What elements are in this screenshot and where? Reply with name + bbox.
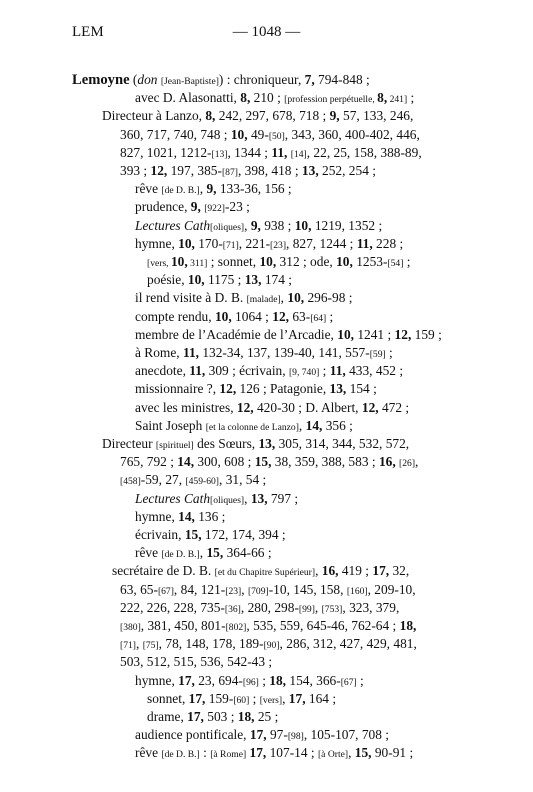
- index-text-run: 8,: [205, 108, 216, 124]
- index-text-run: [36]: [224, 603, 241, 615]
- index-text-run: hymne,: [135, 672, 179, 688]
- index-text-run: ,: [315, 563, 322, 579]
- index-line: [135, 546, 272, 560]
- index-line: [135, 91, 414, 105]
- index-text-run: 15,: [206, 545, 224, 561]
- index-text-run: 14,: [177, 454, 195, 470]
- index-text-run: 312 ; ode,: [276, 254, 337, 269]
- index-text-run: -59, 27,: [140, 472, 186, 488]
- index-text-run: Directeur à Lanzo,: [102, 108, 206, 124]
- index-line: [135, 310, 333, 324]
- index-text-run: [71]: [222, 239, 239, 251]
- index-text-run: ,: [199, 545, 207, 561]
- index-text-run: 164 ;: [305, 690, 337, 706]
- index-text-run: [98]: [287, 731, 304, 743]
- index-text-run: [59]: [369, 349, 386, 360]
- index-line: [120, 583, 416, 597]
- index-text-run: 18,: [269, 672, 287, 688]
- index-text-run: 393 ;: [120, 163, 151, 178]
- index-line: [120, 146, 422, 160]
- index-text-run: -23 ;: [224, 199, 250, 215]
- index-text-run: [802]: [225, 622, 247, 633]
- index-text-run: ;: [356, 672, 364, 688]
- index-text-run: 12,: [150, 163, 168, 178]
- index-text-run: poésie,: [147, 272, 188, 288]
- index-text-run: [13]: [211, 148, 228, 160]
- index-text-run: , 105-107, 708 ;: [303, 727, 390, 743]
- index-text-run: , 827, 1244 ;: [286, 235, 357, 251]
- index-text-run: [de D. B.]: [161, 185, 200, 197]
- index-text-run: 172, 174, 394 ;: [201, 527, 286, 542]
- index-line: [120, 601, 399, 615]
- index-text-run: 210 ;: [250, 90, 285, 106]
- index-text-run: [9, 740]: [288, 367, 320, 379]
- index-line: [135, 419, 353, 433]
- index-text-run: 12,: [219, 381, 237, 397]
- index-text-run: 15,: [184, 527, 202, 542]
- index-text-run: 10,: [287, 290, 305, 306]
- index-text-run: 132-34, 137, 139-40, 141, 557-: [198, 345, 370, 360]
- index-line: [112, 564, 409, 578]
- index-line: [135, 746, 413, 760]
- index-text-run: 12,: [236, 399, 254, 415]
- index-text-run: 10,: [337, 326, 354, 342]
- index-text-run: [67]: [340, 676, 357, 688]
- index-text-run: 126 ; Patagonie,: [236, 381, 330, 397]
- index-text-run: 296-98 ;: [304, 290, 353, 306]
- index-text-run: , 343, 360, 400-402, 446,: [284, 126, 420, 142]
- index-text-run: à Rome,: [135, 345, 183, 360]
- index-text-run: [Jean-Baptiste]: [160, 76, 219, 87]
- index-text-run: 503, 512, 515, 536, 542-43 ;: [120, 654, 273, 670]
- index-text-run: , 84, 121-: [173, 581, 226, 597]
- index-text-run: 17,: [249, 745, 267, 761]
- index-line: [135, 182, 292, 196]
- index-text-run: Lectures Cath: [135, 490, 211, 506]
- index-text-run: membre de l’Académie de l’Arcadie,: [135, 326, 338, 342]
- index-line: [120, 128, 420, 142]
- index-text-run: 17,: [372, 563, 390, 579]
- index-text-run: 10,: [259, 254, 277, 269]
- index-text-run: 170-: [194, 235, 223, 251]
- index-text-run: 311]: [187, 258, 208, 269]
- index-text-run: 241]: [387, 94, 408, 106]
- index-text-run: 63, 65-: [120, 581, 158, 597]
- index-text-run: 11,: [356, 235, 373, 251]
- index-text-run: avec D. Alasonatti,: [135, 90, 241, 106]
- index-text-run: ;: [403, 254, 411, 269]
- index-text-run: [oliques]: [210, 221, 245, 233]
- index-text-run: ,: [244, 217, 251, 233]
- index-text-run: ,: [348, 745, 355, 761]
- index-text-run: Lectures Cath: [135, 217, 211, 233]
- index-text-run: [23]: [270, 239, 287, 251]
- index-line: [135, 328, 442, 341]
- index-text-run: missionnaire ?,: [135, 381, 220, 397]
- index-text-run: 11,: [189, 363, 206, 379]
- index-text-run: écrivain,: [135, 527, 185, 542]
- index-text-run: 242, 297, 678, 718 ;: [215, 108, 330, 124]
- index-text-run: 13,: [250, 490, 268, 506]
- index-text-run: prudence,: [135, 199, 191, 215]
- index-text-run: secrétaire de D. B.: [112, 563, 215, 579]
- index-text-run: [oliques]: [210, 494, 245, 506]
- index-text-run: , 209-10,: [367, 581, 416, 597]
- index-text-run: 503 ;: [203, 709, 238, 724]
- index-text-run: 9,: [206, 181, 217, 197]
- index-text-run: 222, 226, 228, 735-: [120, 599, 225, 615]
- index-text-run: sonnet,: [147, 690, 189, 706]
- index-text-run: [753]: [321, 603, 343, 615]
- index-text-run: 13,: [329, 381, 347, 397]
- index-line: [120, 455, 418, 469]
- index-text-run: [à Orte]: [317, 749, 349, 761]
- index-text-run: [75]: [142, 640, 159, 652]
- index-text-run: ,: [314, 599, 322, 615]
- index-text-run: ;: [249, 690, 260, 706]
- index-text-run: des Sœurs,: [193, 436, 259, 451]
- index-text-run: -10, 145, 158,: [268, 581, 347, 597]
- index-text-run: [160]: [346, 585, 368, 597]
- index-text-run: 1064 ;: [231, 308, 273, 324]
- index-text-run: [de D. B.]: [161, 749, 200, 761]
- index-line: [135, 219, 382, 233]
- index-line: [120, 637, 417, 651]
- index-text-run: [99]: [298, 603, 315, 615]
- index-text-run: 9,: [329, 108, 340, 124]
- index-text-run: 159-: [205, 690, 234, 706]
- index-text-run: ; sonnet,: [207, 254, 260, 269]
- index-text-run: 154 ;: [346, 381, 377, 397]
- index-text-run: , 1344 ;: [227, 144, 272, 160]
- index-line: [135, 200, 250, 214]
- index-text-run: [à Rome]: [210, 749, 247, 761]
- index-text-run: [87]: [221, 167, 238, 178]
- index-text-run: , 22, 25, 158, 388-89,: [306, 144, 422, 160]
- index-text-run: 63-: [289, 308, 311, 324]
- index-line: [135, 728, 389, 742]
- index-text-run: [458]: [120, 476, 141, 488]
- index-text-run: 10,: [187, 272, 205, 288]
- index-text-run: 25 ;: [254, 709, 279, 724]
- index-text-run: 10,: [214, 308, 232, 324]
- index-text-run: 57, 133, 246,: [339, 108, 414, 124]
- index-text-run: 107-14 ;: [266, 745, 318, 761]
- index-text-run: ;: [319, 363, 330, 379]
- index-text-run: 13,: [244, 272, 262, 288]
- index-text-run: 10,: [294, 217, 312, 233]
- index-text-run: 8,: [377, 90, 388, 106]
- index-text-run: ,: [199, 181, 207, 197]
- index-text-run: [et la colonne de Lanzo]: [205, 421, 299, 433]
- index-line: [120, 655, 272, 668]
- index-text-run: 12,: [361, 399, 379, 415]
- index-line: [135, 237, 403, 251]
- index-text-run: 23, 694-: [194, 672, 243, 688]
- index-text-run: 364-66 ;: [223, 545, 272, 561]
- index-text-run: [71]: [120, 640, 136, 652]
- index-text-run: 11,: [182, 345, 199, 360]
- index-line: [147, 255, 411, 269]
- index-text-run: 14,: [178, 508, 195, 524]
- index-line: [135, 674, 364, 688]
- index-text-run: 10,: [178, 235, 195, 251]
- index-text-run: 154, 366-: [286, 672, 341, 688]
- index-text-run: ;: [407, 90, 415, 106]
- index-text-run: ;: [385, 345, 393, 360]
- index-text-run: 938 ;: [260, 217, 295, 233]
- index-text-run: 10,: [336, 254, 353, 269]
- index-text-run: 10,: [230, 126, 248, 142]
- index-text-run: 13,: [301, 163, 319, 178]
- index-line: [135, 492, 298, 506]
- index-text-run: 17,: [188, 690, 206, 706]
- index-text-run: drame,: [147, 709, 188, 724]
- index-line: [147, 692, 336, 706]
- index-text-run: 1175 ;: [204, 272, 245, 288]
- index-text-run: 9,: [250, 217, 261, 233]
- index-text-run: ,: [280, 290, 288, 306]
- index-line: [120, 473, 266, 487]
- index-text-run: , 78, 148, 178, 189-: [158, 636, 264, 652]
- index-line: [147, 710, 278, 723]
- index-text-run: [23]: [225, 585, 242, 597]
- index-text-run: (: [129, 72, 138, 87]
- index-text-run: 420-30 ; D. Albert,: [253, 399, 362, 415]
- index-text-run: [spirituel]: [155, 440, 194, 451]
- index-text-run: 15,: [254, 454, 272, 470]
- index-text-run: 300, 608 ;: [194, 454, 255, 470]
- index-text-run: 360, 717, 740, 748 ;: [120, 126, 231, 142]
- index-text-run: , 323, 379,: [342, 599, 400, 615]
- index-text-run: , 221-: [238, 235, 271, 251]
- index-text-run: il rend visite à D. B.: [135, 290, 247, 306]
- index-text-run: 419 ;: [338, 563, 373, 579]
- index-text-run: 18,: [237, 709, 255, 724]
- index-text-run: [64]: [310, 312, 327, 324]
- index-text-run: 309 ; écrivain,: [205, 363, 289, 379]
- index-text-run: 197, 385-: [167, 163, 222, 178]
- index-line: [135, 401, 409, 414]
- index-text-run: ,: [298, 417, 306, 433]
- index-line: [135, 382, 377, 395]
- index-text-run: 228 ;: [372, 235, 404, 251]
- index-line: [135, 346, 393, 360]
- index-text-run: 12,: [272, 308, 289, 324]
- index-text-run: compte rendu,: [135, 308, 215, 324]
- index-text-run: 13,: [258, 436, 276, 451]
- index-text-run: , 398, 418 ;: [237, 163, 302, 178]
- index-text-run: 16,: [321, 563, 339, 579]
- index-text-run: [et du Chapitre Supérieur]: [214, 567, 316, 579]
- index-text-run: 1253-: [352, 254, 388, 269]
- index-text-run: audience pontificale,: [135, 727, 250, 743]
- index-line: [135, 291, 352, 305]
- index-text-run: 49-: [247, 126, 269, 142]
- index-text-run: [26]: [399, 458, 416, 470]
- index-text-run: ;: [258, 672, 270, 688]
- index-text-run: 133-36, 156 ;: [216, 181, 292, 197]
- index-text-run: 10,: [170, 254, 188, 269]
- index-text-run: 252, 254 ;: [318, 163, 376, 178]
- index-text-run: 14,: [305, 417, 323, 433]
- index-text-run: 17,: [288, 690, 306, 706]
- index-text-run: 794-848 ;: [314, 72, 370, 87]
- index-text-run: , 535, 559, 645-46, 762-64 ;: [246, 618, 400, 633]
- index-text-run: ,: [415, 454, 419, 470]
- index-text-run: [922]: [204, 203, 225, 215]
- index-text-run: 15,: [354, 745, 372, 761]
- index-text-run: 7,: [304, 72, 315, 87]
- index-text-run: ,: [282, 690, 289, 706]
- index-text-run: [380]: [120, 622, 141, 633]
- index-text-run: 356 ;: [322, 417, 353, 433]
- index-text-run: [459-60]: [185, 476, 219, 488]
- index-text-run: 8,: [240, 90, 251, 106]
- index-text-run: Directeur: [102, 436, 156, 451]
- index-text-run: , 280, 298-: [240, 599, 299, 615]
- index-line: [135, 528, 286, 541]
- index-text-run: 797 ;: [267, 490, 299, 506]
- index-text-run: , 286, 312, 427, 429, 481,: [279, 636, 417, 652]
- index-text-run: anecdote,: [135, 363, 190, 379]
- index-text-run: [de D. B.]: [161, 549, 200, 561]
- index-text-run: 11,: [271, 144, 288, 160]
- index-text-run: [60]: [233, 694, 250, 706]
- index-text-run: 1219, 1352 ;: [311, 217, 383, 233]
- index-line: [120, 619, 416, 633]
- index-text-run: 17,: [187, 709, 204, 724]
- index-text-run: 305, 314, 344, 532, 572,: [275, 436, 410, 451]
- index-text-run: [67]: [157, 585, 174, 597]
- index-text-run: 97-: [266, 727, 288, 743]
- index-text-run: 11,: [329, 363, 346, 379]
- index-text-run: ;: [326, 308, 334, 324]
- index-line: [120, 164, 376, 178]
- index-text-run: ,: [241, 581, 248, 597]
- index-text-run: 827, 1021, 1212-: [120, 144, 212, 160]
- index-text-run: 159 ;: [411, 326, 442, 342]
- index-text-run: [90]: [263, 640, 280, 652]
- index-text-run: 765, 792 ;: [120, 454, 178, 470]
- index-line: [102, 437, 409, 451]
- index-text-run: hymne,: [135, 235, 179, 251]
- index-line: [147, 273, 292, 286]
- index-text-run: rêve: [135, 181, 162, 197]
- index-text-run: hymne,: [135, 508, 179, 524]
- index-text-run: 136 ;: [194, 508, 226, 524]
- index-text-run: 433, 452 ;: [345, 363, 404, 379]
- index-line: [102, 109, 413, 122]
- index-text-run: rêve: [135, 545, 162, 561]
- index-text-run: avec les ministres,: [135, 399, 237, 415]
- index-text-run: 12,: [394, 326, 412, 342]
- index-text-run: [50]: [268, 130, 285, 142]
- index-text-run: [14]: [290, 148, 307, 160]
- index-text-run: , 31, 54 ;: [219, 472, 267, 488]
- index-text-run: [96]: [242, 676, 259, 688]
- index-text-run: [malade]: [246, 294, 281, 306]
- index-line: [72, 73, 370, 88]
- index-text-run: ,: [135, 636, 143, 652]
- index-text-run: ) : chroniqueur,: [218, 72, 305, 87]
- index-text-run: [vers,: [147, 258, 171, 269]
- index-text-run: [709]: [247, 585, 269, 597]
- page-number: — 1048 —: [232, 24, 301, 40]
- index-text-run: 17,: [178, 672, 195, 688]
- index-text-run: 16,: [378, 454, 396, 470]
- index-text-run: 90-91 ;: [371, 745, 414, 761]
- index-text-run: [vers]: [259, 694, 283, 706]
- index-text-run: 1241 ;: [354, 326, 395, 342]
- index-text-run: Saint Joseph: [135, 417, 206, 433]
- index-text-run: Lemoyne: [72, 72, 130, 88]
- index-text-run: don: [137, 72, 158, 87]
- index-text-run: 472 ;: [378, 399, 410, 415]
- index-text-run: rêve: [135, 745, 162, 761]
- running-head: LEM: [72, 24, 104, 40]
- index-text-run: 38, 359, 388, 583 ;: [271, 454, 379, 470]
- index-line: [135, 510, 225, 523]
- index-text-run: 32,: [389, 563, 410, 579]
- index-text-run: , 381, 450, 801-: [140, 618, 226, 633]
- index-text-run: ,: [244, 490, 251, 506]
- index-line: [135, 364, 403, 378]
- index-text-run: 17,: [249, 727, 267, 743]
- index-text-run: 18,: [399, 618, 417, 633]
- index-text-run: 9,: [190, 199, 201, 215]
- index-text-run: :: [199, 745, 211, 761]
- index-text-run: [54]: [387, 258, 404, 269]
- index-text-run: [profession perpétuelle,: [284, 94, 378, 106]
- index-text-run: 174 ;: [261, 272, 292, 288]
